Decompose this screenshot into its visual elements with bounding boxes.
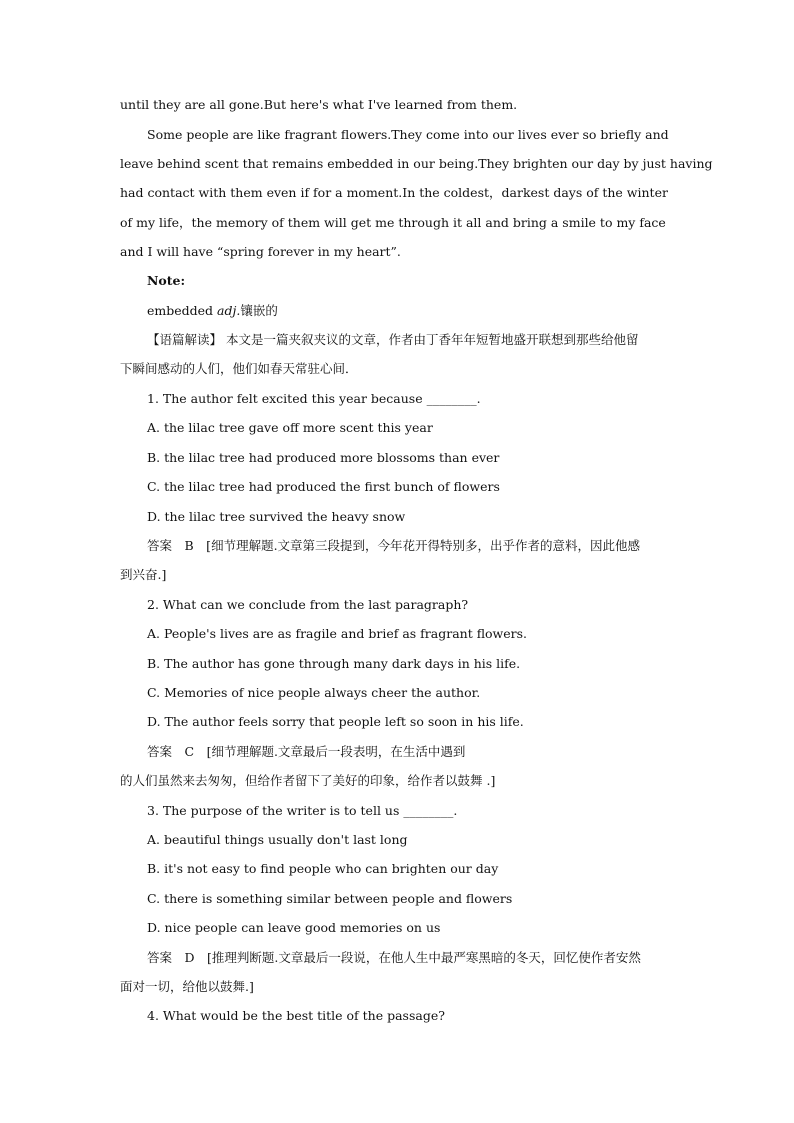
question-stem: 4. What would be the best title of the passage? [147,1008,445,1023]
question-option: A. People's lives are as fragile and brief as fragrant flowers. [147,626,528,641]
question-stem: 3. The purpose of the writer is to tell us ________. [147,803,458,818]
analysis-line: 【语篇解读】 本文是一篇夹叙夹议的文章，作者由丁香年年短暂地盛开联想到那些给他留 [147,332,639,347]
passage-line: until they are all gone.But here's what I've learned from them. [120,97,518,112]
question-stem: 2. What can we conclude from the last paragraph? [147,597,469,612]
question-stem: 1. The author felt excited this year because ________. [147,391,481,406]
passage-line: Some people are like fragrant flowers.They come into our lives ever so briefly and [147,127,669,142]
analysis-line: 下瞬间感动的人们，他们如春天常驻心间． [120,361,358,376]
note-pos: adj. [217,303,241,318]
answer-line: 的人们虽然来去匆匆，但给作者留下了美好的印象，给作者以鼓舞 .] [120,773,496,788]
question-option: B. the lilac tree had produced more blossoms than ever [147,450,500,465]
question-option: D. The author feels sorry that people left so soon in his life. [147,714,524,729]
answer-line: 答案 D [推理判断题.文章最后一段说，在他人生中最严寒黑暗的冬天，回忆使作者安然 [147,950,641,965]
answer-line: 面对一切，给他以鼓舞.] [120,979,254,994]
question-option: C. Memories of nice people always cheer the author. [147,685,481,700]
question-option: D. nice people can leave good memories on us [147,920,441,935]
passage-line: of my life，the memory of them will get me through it all and bring a smile to my face [120,215,666,230]
answer-line: 答案 C [细节理解题.文章最后一段表明，在生活中遇到 [147,744,466,759]
note-meaning: 镶嵌的 [240,303,278,318]
answer-line: 到兴奋.] [120,567,167,582]
note-word: embedded [147,303,214,318]
question-option: B. it's not easy to find people who can brighten our day [147,861,499,876]
note-entry [147,303,278,319]
passage-line: leave behind scent that remains embedded in our being.They brighten our day by just having [120,156,713,171]
passage-line: and I will have “spring forever in my heart”. [120,244,401,259]
answer-line: 答案 B [细节理解题.文章第三段提到，今年花开得特别多，出乎作者的意料，因此他感 [147,538,641,553]
question-option: A. the lilac tree gave off more scent this year [147,420,433,435]
question-option: A. beautiful things usually don't last long [147,832,408,847]
question-option: C. the lilac tree had produced the first bunch of flowers [147,479,500,494]
note-heading: Note: [147,273,186,288]
question-option: C. there is something similar between people and flowers [147,891,513,906]
question-option: B. The author has gone through many dark days in his life. [147,656,521,671]
passage-line: had contact with them even if for a moment.In the coldest，darkest days of the winter [120,185,668,200]
question-option: D. the lilac tree survived the heavy snow [147,509,406,524]
